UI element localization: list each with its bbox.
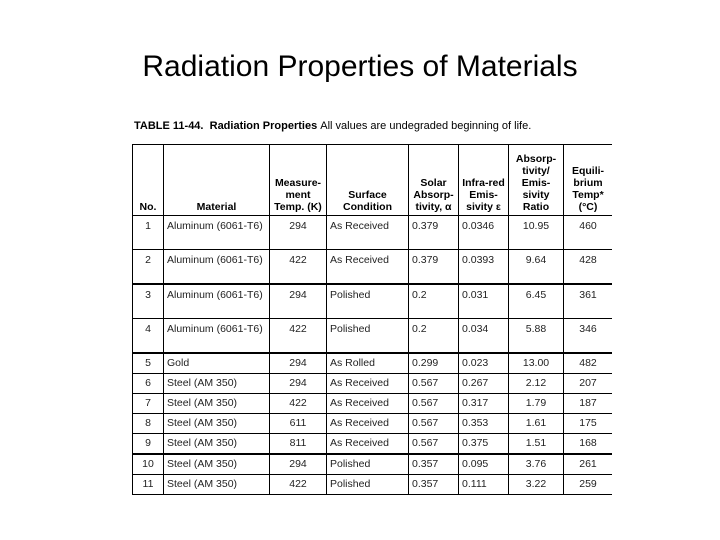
header-alpha: Solar Absorp-tivity, α bbox=[409, 145, 459, 216]
cell-alpha: 0.379 bbox=[409, 250, 459, 285]
cell-material: Steel (AM 350) bbox=[164, 434, 270, 455]
cell-alpha: 0.357 bbox=[409, 475, 459, 495]
cell-surface: As Received bbox=[327, 414, 409, 434]
cell-no: 5 bbox=[133, 353, 164, 374]
cell-no: 9 bbox=[133, 434, 164, 455]
cell-no: 11 bbox=[133, 475, 164, 495]
table-row bbox=[133, 394, 613, 414]
cell-temp: 422 bbox=[270, 250, 327, 285]
cell-surface: As Received bbox=[327, 434, 409, 455]
slide-title: Radiation Properties of Materials bbox=[142, 50, 578, 83]
cell-eq: 168 bbox=[564, 434, 613, 455]
table-row bbox=[133, 454, 613, 475]
cell-material: Steel (AM 350) bbox=[164, 475, 270, 495]
cell-surface: Polished bbox=[327, 454, 409, 475]
table-row bbox=[133, 216, 613, 250]
cell-eq: 207 bbox=[564, 374, 613, 394]
cell-alpha: 0.357 bbox=[409, 454, 459, 475]
header-no: No. bbox=[133, 145, 164, 216]
cell-eq: 261 bbox=[564, 454, 613, 475]
cell-surface: Polished bbox=[327, 319, 409, 354]
cell-alpha: 0.299 bbox=[409, 353, 459, 374]
cell-no: 7 bbox=[133, 394, 164, 414]
cell-eps: 0.023 bbox=[459, 353, 509, 374]
cell-no: 3 bbox=[133, 284, 164, 319]
cell-eps: 0.375 bbox=[459, 434, 509, 455]
cell-eps: 0.095 bbox=[459, 454, 509, 475]
cell-temp: 294 bbox=[270, 353, 327, 374]
cell-eq: 482 bbox=[564, 353, 613, 374]
cell-ratio: 1.51 bbox=[509, 434, 564, 455]
cell-material: Steel (AM 350) bbox=[164, 374, 270, 394]
table-caption bbox=[134, 120, 531, 132]
cell-temp: 422 bbox=[270, 394, 327, 414]
cell-eq: 428 bbox=[564, 250, 613, 285]
cell-surface: As Received bbox=[327, 216, 409, 250]
table-row bbox=[133, 374, 613, 394]
table-row bbox=[133, 250, 613, 285]
cell-ratio: 1.61 bbox=[509, 414, 564, 434]
cell-material: Aluminum (6061-T6) bbox=[164, 250, 270, 285]
radiation-properties-table bbox=[132, 144, 612, 495]
cell-material: Gold bbox=[164, 353, 270, 374]
cell-eps: 0.317 bbox=[459, 394, 509, 414]
table-number: TABLE 11-44. bbox=[134, 120, 204, 132]
cell-no: 2 bbox=[133, 250, 164, 285]
cell-surface: As Rolled bbox=[327, 353, 409, 374]
cell-alpha: 0.379 bbox=[409, 216, 459, 250]
table-header-row bbox=[133, 145, 613, 216]
cell-alpha: 0.567 bbox=[409, 434, 459, 455]
cell-eq: 460 bbox=[564, 216, 613, 250]
table-container bbox=[132, 144, 612, 496]
cell-no: 6 bbox=[133, 374, 164, 394]
cell-material: Steel (AM 350) bbox=[164, 414, 270, 434]
table-row bbox=[133, 414, 613, 434]
table-row bbox=[133, 353, 613, 374]
cell-ratio: 13.00 bbox=[509, 353, 564, 374]
cell-ratio: 3.76 bbox=[509, 454, 564, 475]
cell-ratio: 1.79 bbox=[509, 394, 564, 414]
cell-alpha: 0.2 bbox=[409, 319, 459, 354]
cell-ratio: 9.64 bbox=[509, 250, 564, 285]
table-row bbox=[133, 284, 613, 319]
table-row bbox=[133, 319, 613, 354]
header-ratio: Absorp-tivity/ Emis-sivity Ratio bbox=[509, 145, 564, 216]
cell-alpha: 0.567 bbox=[409, 414, 459, 434]
cell-surface: As Received bbox=[327, 374, 409, 394]
cell-no: 1 bbox=[133, 216, 164, 250]
cell-material: Aluminum (6061-T6) bbox=[164, 284, 270, 319]
table-row bbox=[133, 475, 613, 495]
cell-temp: 611 bbox=[270, 414, 327, 434]
cell-no: 10 bbox=[133, 454, 164, 475]
cell-eps: 0.034 bbox=[459, 319, 509, 354]
cell-surface: As Received bbox=[327, 250, 409, 285]
table-title: Radiation Properties bbox=[209, 120, 318, 132]
cell-alpha: 0.2 bbox=[409, 284, 459, 319]
cell-eps: 0.031 bbox=[459, 284, 509, 319]
cell-surface: Polished bbox=[327, 475, 409, 495]
cell-alpha: 0.567 bbox=[409, 394, 459, 414]
cell-ratio: 5.88 bbox=[509, 319, 564, 354]
cell-ratio: 2.12 bbox=[509, 374, 564, 394]
cell-no: 8 bbox=[133, 414, 164, 434]
cell-alpha: 0.567 bbox=[409, 374, 459, 394]
cell-temp: 294 bbox=[270, 284, 327, 319]
cell-eq: 346 bbox=[564, 319, 613, 354]
cell-eps: 0.0346 bbox=[459, 216, 509, 250]
cell-material: Aluminum (6061-T6) bbox=[164, 216, 270, 250]
cell-temp: 294 bbox=[270, 374, 327, 394]
cell-material: Steel (AM 350) bbox=[164, 454, 270, 475]
cell-material: Aluminum (6061-T6) bbox=[164, 319, 270, 354]
header-eq: Equili-brium Temp* (°C) bbox=[564, 145, 613, 216]
cell-surface: Polished bbox=[327, 284, 409, 319]
cell-temp: 294 bbox=[270, 454, 327, 475]
cell-ratio: 10.95 bbox=[509, 216, 564, 250]
cell-eq: 175 bbox=[564, 414, 613, 434]
cell-temp: 422 bbox=[270, 319, 327, 354]
cell-material: Steel (AM 350) bbox=[164, 394, 270, 414]
cell-eps: 0.267 bbox=[459, 374, 509, 394]
header-surface: Surface Condition bbox=[327, 145, 409, 216]
cell-eps: 0.0393 bbox=[459, 250, 509, 285]
table-row bbox=[133, 434, 613, 455]
cell-temp: 422 bbox=[270, 475, 327, 495]
cell-no: 4 bbox=[133, 319, 164, 354]
cell-temp: 294 bbox=[270, 216, 327, 250]
cell-ratio: 3.22 bbox=[509, 475, 564, 495]
cell-eq: 259 bbox=[564, 475, 613, 495]
cell-surface: As Received bbox=[327, 394, 409, 414]
header-temp: Measure-ment Temp. (K) bbox=[270, 145, 327, 216]
header-material: Material bbox=[164, 145, 270, 216]
cell-temp: 811 bbox=[270, 434, 327, 455]
cell-eq: 187 bbox=[564, 394, 613, 414]
cell-eps: 0.353 bbox=[459, 414, 509, 434]
header-eps: Infra-red Emis-sivity ε bbox=[459, 145, 509, 216]
cell-eps: 0.111 bbox=[459, 475, 509, 495]
table-note: All values are undegraded beginning of life. bbox=[320, 120, 532, 132]
table-body bbox=[133, 216, 613, 495]
cell-ratio: 6.45 bbox=[509, 284, 564, 319]
cell-eq: 361 bbox=[564, 284, 613, 319]
